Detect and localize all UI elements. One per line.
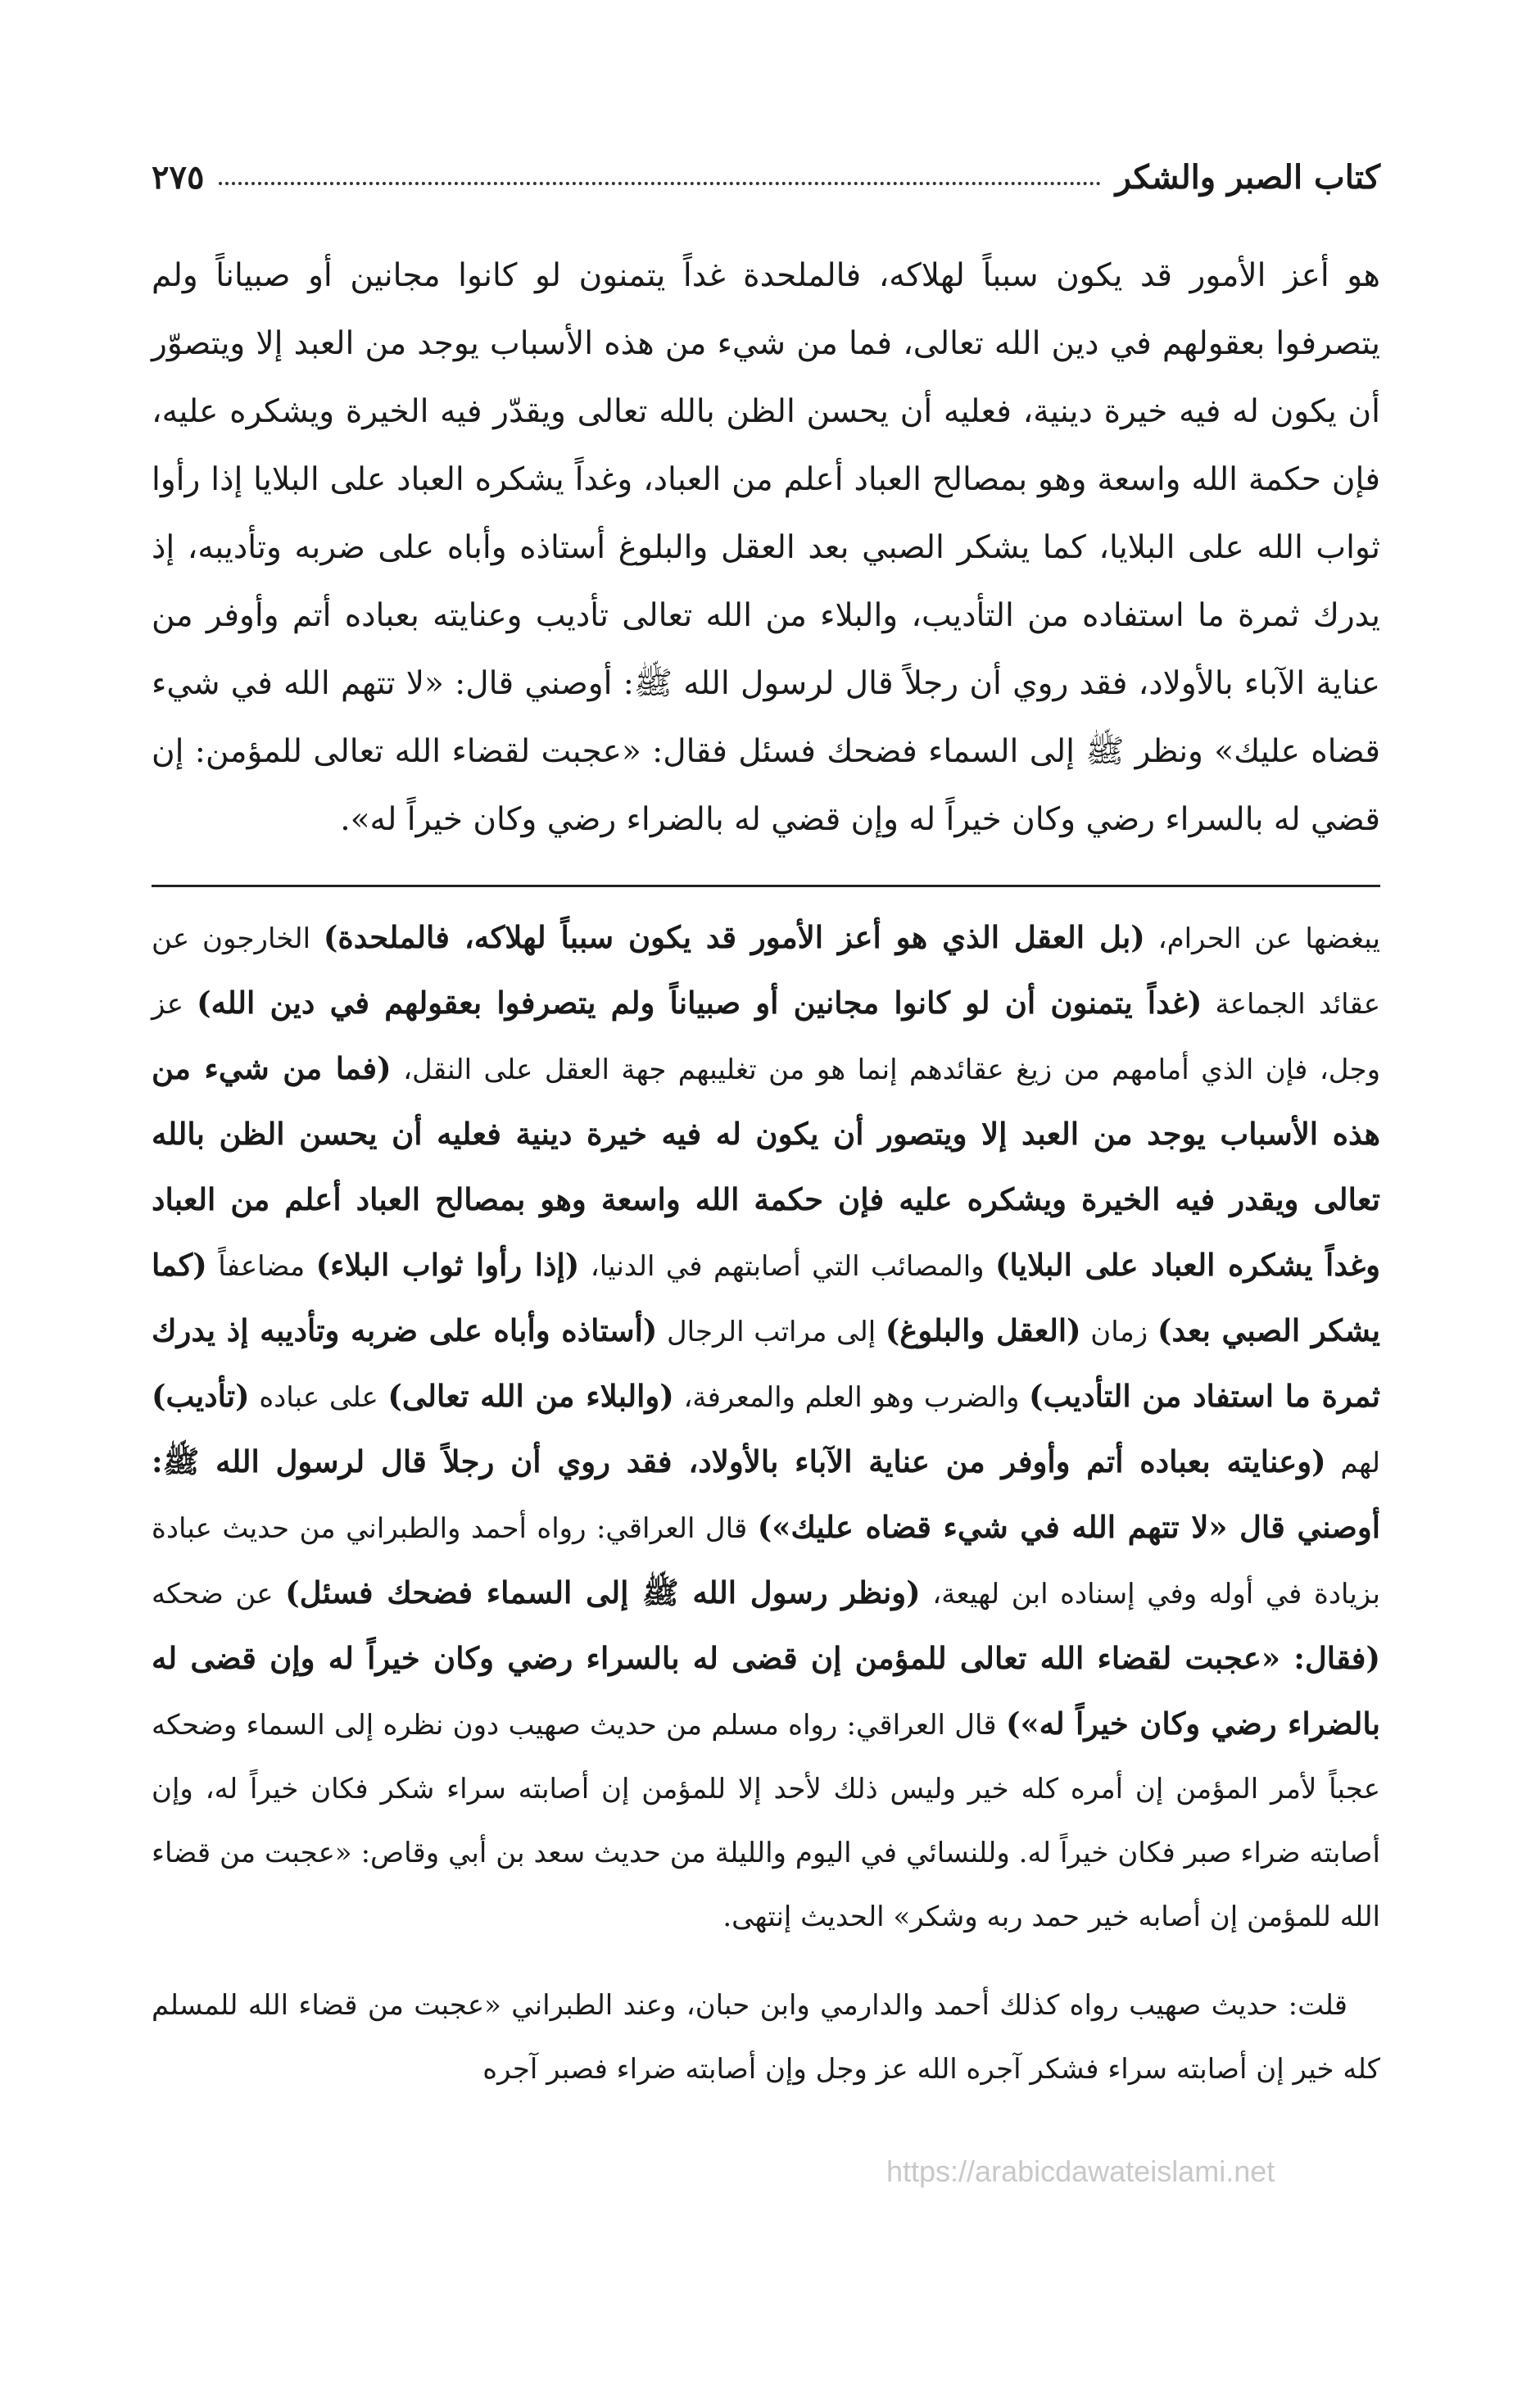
commentary-quoted-text: (غداً يتمنون أن لو كانوا مجانين أو صبياناً ولم يتصرفوا بعقولهم في دين الله) <box>197 985 1203 1021</box>
commentary-text: زمان <box>1080 1316 1157 1348</box>
running-header <box>152 123 1380 197</box>
commentary-text: على عباده <box>249 1381 388 1414</box>
dotted-leader <box>219 182 1100 185</box>
commentary-text: قال العراقي: رواه مسلم من حديث صهيب دون نظره إلى السماء وضحكه عجباً لأمر المؤمن إن أمره كله خير وليس ذلك لأحد إلا للمؤمن إن أصابته سراء شكر فكان خيراً له، وإن أصابته ضراء صبر فكان خيراً له. وللنسائي في اليوم والليلة من حديث سعد بن أبي وقاص: «عجبت من قضاء الله للمؤمن إن أصابه خير حمد ربه وشكر» الحديث إنتهى. <box>152 1709 1380 1933</box>
commentary-text: الخارجون عن عقائد الجماعة <box>152 922 1381 1021</box>
commentary-text: مضاعفاً <box>206 1250 316 1283</box>
commentary-quoted-text: (والبلاء من الله تعالى) <box>387 1378 674 1414</box>
commentary-text: عن ضحكه <box>152 1578 286 1611</box>
commentary-quoted-text: (بل العقل الذي هو أعز الأمور قد يكون سبباً لهلاكه، فالملحدة) <box>323 919 1145 955</box>
book-page <box>152 123 1380 2335</box>
running-title: كتاب الصبر والشكر <box>1115 158 1380 197</box>
commentary-paragraph <box>152 905 1380 1949</box>
watermark-url: https://arabicdawateislami.net <box>886 2154 1275 2188</box>
commentary-quoted-text: (كما يشكر الصبي بعد) <box>152 1247 1381 1348</box>
note-paragraph: قلت: حديث صهيب رواه كذلك أحمد والدارمي وابن حبان، وعند الطبراني «عجبت من قضاء الله للمسلم كله خير إن أصابته سراء فشكر آجره الله عز وجل وإن أصابته ضراء فصبر آجره <box>152 1989 1380 2086</box>
commentary-quoted-text: (إذا رأوا ثواب البلاء) <box>315 1247 580 1283</box>
commentary-text: والضرب وهو العلم والمعرفة، <box>673 1381 1030 1414</box>
main-text-block <box>152 242 1380 854</box>
commentary-quoted-text: (تأديب) <box>152 1378 250 1414</box>
main-paragraph: هو أعز الأمور قد يكون سبباً لهلاكه، فالملحدة غداً يتمنون لو كانوا مجانين أو صبياناً ولم يتصرفوا بعقولهم في دين الله تعالى، فما من شيء من هذه الأسباب يوجد من العبد إلا ويتصوّر أن يكون له فيه خيرة دينية، فعليه أن يحسن الظن بالله تعالى ويقدّر فيه الخيرة ويشكره عليه، فإن حكمة الله واسعة وهو بمصالح العباد أعلم من العباد، وغداً يشكره العباد على البلايا إذا رأوا ثواب الله على البلايا، كما يشكر الصبي بعد العقل والبلوغ أستاذه وأباه على ضربه وتأديبه، إذ يدرك ثمرة ما استفاده من التأديب، والبلاء من الله تعالى تأديب وعنايته بعباده أتم وأوفر من عناية الآباء بالأولاد، فقد روي أن رجلاً قال لرسول الله ﷺ: أوصني قال: «لا تتهم الله في شيء قضاه عليك» ونظر ﷺ إلى السماء فضحك فسئل فقال: «عجبت لقضاء الله تعالى للمؤمن: إن قضي له بالسراء رضي وكان خيراً له وإن قضي له بالضراء رضي وكان خيراً له». <box>152 257 1380 838</box>
commentary-text: إلى مراتب الرجال <box>657 1316 886 1348</box>
commentary-block <box>152 905 1380 1949</box>
commentary-quoted-text: (أستاذه وأباه على ضربه وتأديبه إذ يدرك ثمرة ما استفاد من التأديب) <box>152 1312 1381 1414</box>
commentary-quoted-text: (ونظر رسول الله ﷺ إلى السماء فضحك فسئل) <box>285 1574 921 1611</box>
commentary-text: والمصائب التي أصابتهم في الدنيا، <box>579 1250 996 1283</box>
commentary-text: يبغضها عن الحرام، <box>1144 922 1380 955</box>
commentary-quoted-text: (فقال: «عجبت لقضاء الله تعالى للمؤمن إن قضى له بالسراء رضي وكان خيراً له وإن قضى له بالضراء رضي وكان خيراً له») <box>152 1640 1381 1742</box>
commentary-text: عز وجل، فإن الذي أمامهم من زيغ عقائدهم إنما هو من تغليبهم جهة العقل على النقل، <box>152 988 1380 1086</box>
commentary-text: لهم <box>1325 1447 1380 1479</box>
separator-rule <box>152 885 1380 887</box>
commentary-quoted-text: (فما من شيء من هذه الأسباب يوجد من العبد إلا ويتصور أن يكون له فيه خيرة دينية فعليه أن يحسن الظن بالله تعالى ويقدر فيه الخيرة ويشكره عليه فإن حكمة الله واسعة وهو بمصالح العباد أعلم من العباد وغداً يشكره العباد على البلايا) <box>152 1050 1380 1283</box>
commentary-text: قال العراقي: رواه أحمد والطبراني من حديث عبادة بزيادة في أوله وفي إسناده ابن لهيعة، <box>152 1512 1381 1611</box>
page-number: ٢٧٥ <box>152 158 205 197</box>
commentary-quoted-text: (العقل والبلوغ) <box>885 1312 1081 1348</box>
commentary-quoted-text: (وعنايته بعباده أتم وأوفر من عناية الآباء بالأولاد، فقد روي أن رجلاً قال لرسول الله ﷺ: أوصني قال «لا تتهم الله في شيء قضاه عليك») <box>152 1443 1380 1545</box>
